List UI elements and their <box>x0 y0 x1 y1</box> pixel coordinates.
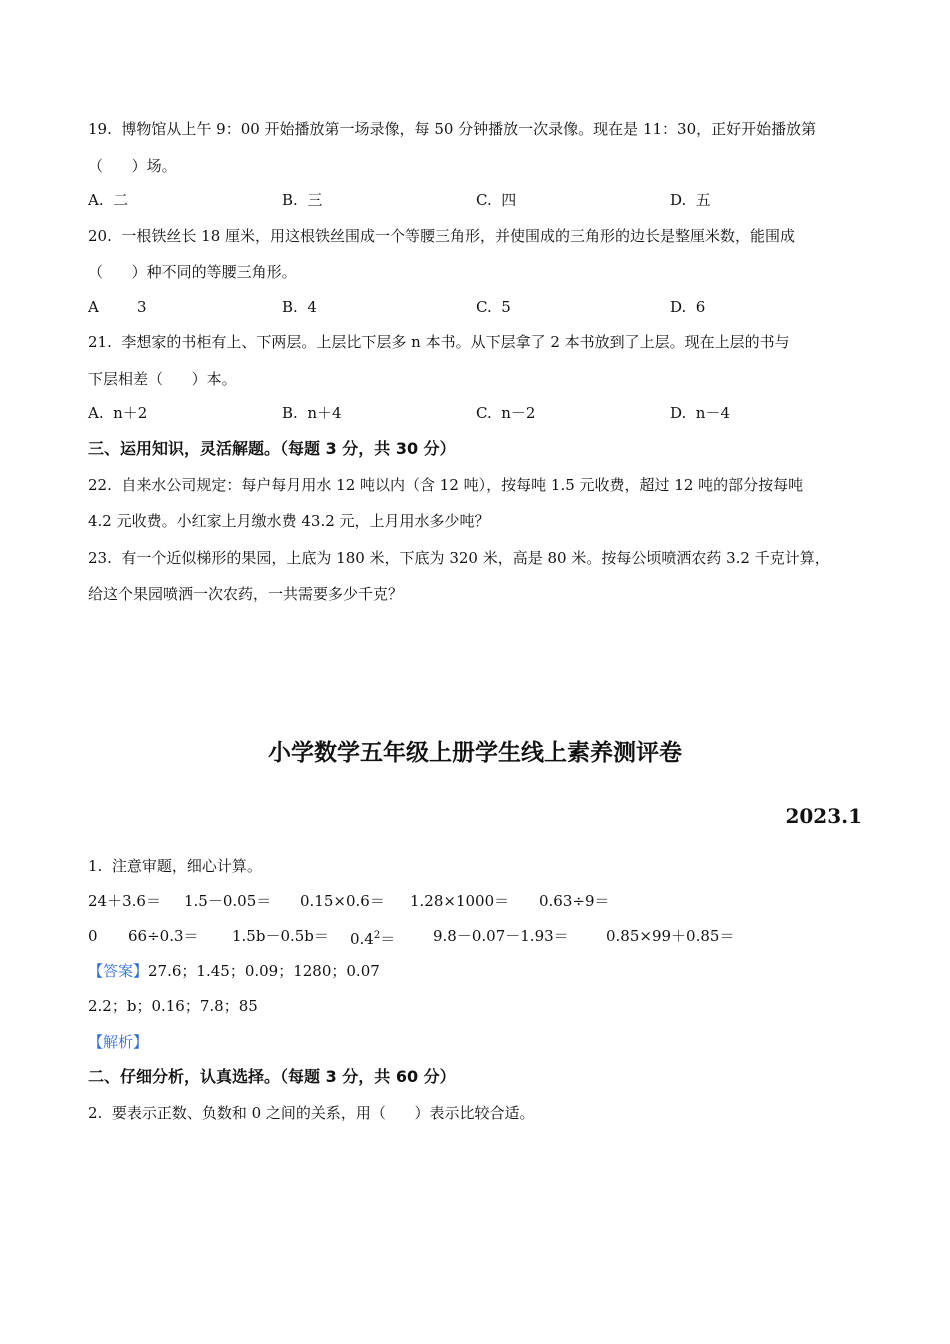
q19-option-a: A. 二 <box>88 191 129 209</box>
calc-item: 0.63÷9＝ <box>539 892 610 910</box>
q23-line1: 23. 有一个近似梯形的果园，上底为 180 米，下底为 320 米，高是 80 米。按每公顷喷洒农药 3.2 千克计算， <box>88 549 830 567</box>
q20-option-a: A 3 <box>88 298 147 316</box>
q20-line1: 20. 一根铁丝长 18 厘米，用这根铁丝围成一个等腰三角形，并使围成的三角形的边长是整厘米数，能围成 <box>88 227 796 245</box>
calc-item: 9.8－0.07－1.93＝ <box>433 927 569 945</box>
q20-line2: （ ）种不同的等腰三角形。 <box>88 263 297 281</box>
q21-option-d: D. n－4 <box>670 404 731 422</box>
calc-item: 0.85×99＋0.85＝ <box>606 927 735 945</box>
answer-values-1: 27.6；1.45；0.09；1280；0.07 <box>148 962 380 980</box>
q20-option-c: C. 5 <box>476 298 511 316</box>
power-base: 0.4 <box>350 930 374 948</box>
q21-option-a: A. n＋2 <box>88 404 148 422</box>
calc-item: 1.5b－0.5b＝ <box>232 927 329 945</box>
calc-item: 1.5－0.05＝ <box>184 892 272 910</box>
q19-option-d: D. 五 <box>670 191 711 209</box>
q22-line2: 4.2 元收费。小红家上月缴水费 43.2 元，上月用水多少吨？ <box>88 512 490 530</box>
q20-option-d: D. 6 <box>670 298 706 316</box>
answer-values-2: 2.2；b；0.16；7.8；85 <box>88 997 258 1015</box>
q21-option-c: C. n－2 <box>476 404 536 422</box>
calc-item: 24＋3.6＝ <box>88 892 161 910</box>
q21-line1: 21. 李想家的书柜有上、下两层。上层比下层多 n 本书。从下层拿了 2 本书放到了上层。现在上层的书与 <box>88 333 790 351</box>
exam-title: 小学数学五年级上册学生线上素养测评卷 <box>268 740 682 766</box>
calc-item: 0.15×0.6＝ <box>300 892 385 910</box>
q22-line1: 22. 自来水公司规定：每户每月用水 12 吨以内（含 12 吨），按每吨 1.5 元收费，超过 12 吨的部分按每吨 <box>88 476 804 494</box>
q20-option-b: B. 4 <box>282 298 317 316</box>
power-equals: ＝ <box>380 930 396 948</box>
q19-option-c: C. 四 <box>476 191 517 209</box>
q21-line2: 下层相差（ ）本。 <box>88 370 237 388</box>
section-3-heading: 三、运用知识，灵活解题。（每题 3 分，共 30 分） <box>88 439 456 458</box>
calc-item: 66÷0.3＝ <box>128 927 199 945</box>
exam-date: 2023.1 <box>785 804 862 828</box>
analysis-tag: 【解析】 <box>88 1033 149 1051</box>
calc-item-power <box>350 926 395 949</box>
q19-line1: 19. 博物馆从上午 9：00 开始播放第一场录像，每 50 分钟播放一次录像。现在是 11：30，正好开始播放第 <box>88 120 817 138</box>
q2-line1: 2. 要表示正数、负数和 0 之间的关系，用（ ）表示比较合适。 <box>88 1104 535 1122</box>
answer-line-1 <box>88 961 380 981</box>
calc-item: 1.28×1000＝ <box>410 892 510 910</box>
q1-prompt: 1. 注意审题，细心计算。 <box>88 857 262 875</box>
q23-line2: 给这个果园喷洒一次农药，一共需要多少千克？ <box>88 585 404 603</box>
q19-option-b: B. 三 <box>282 191 323 209</box>
q19-line2: （ ）场。 <box>88 157 177 175</box>
q21-option-b: B. n＋4 <box>282 404 342 422</box>
answer-tag: 【答案】 <box>88 962 149 980</box>
calc-lead: 0 <box>88 927 98 945</box>
section-2-heading: 二、仔细分析，认真选择。（每题 3 分，共 60 分） <box>88 1067 456 1086</box>
power-exponent: 2 <box>373 930 381 941</box>
